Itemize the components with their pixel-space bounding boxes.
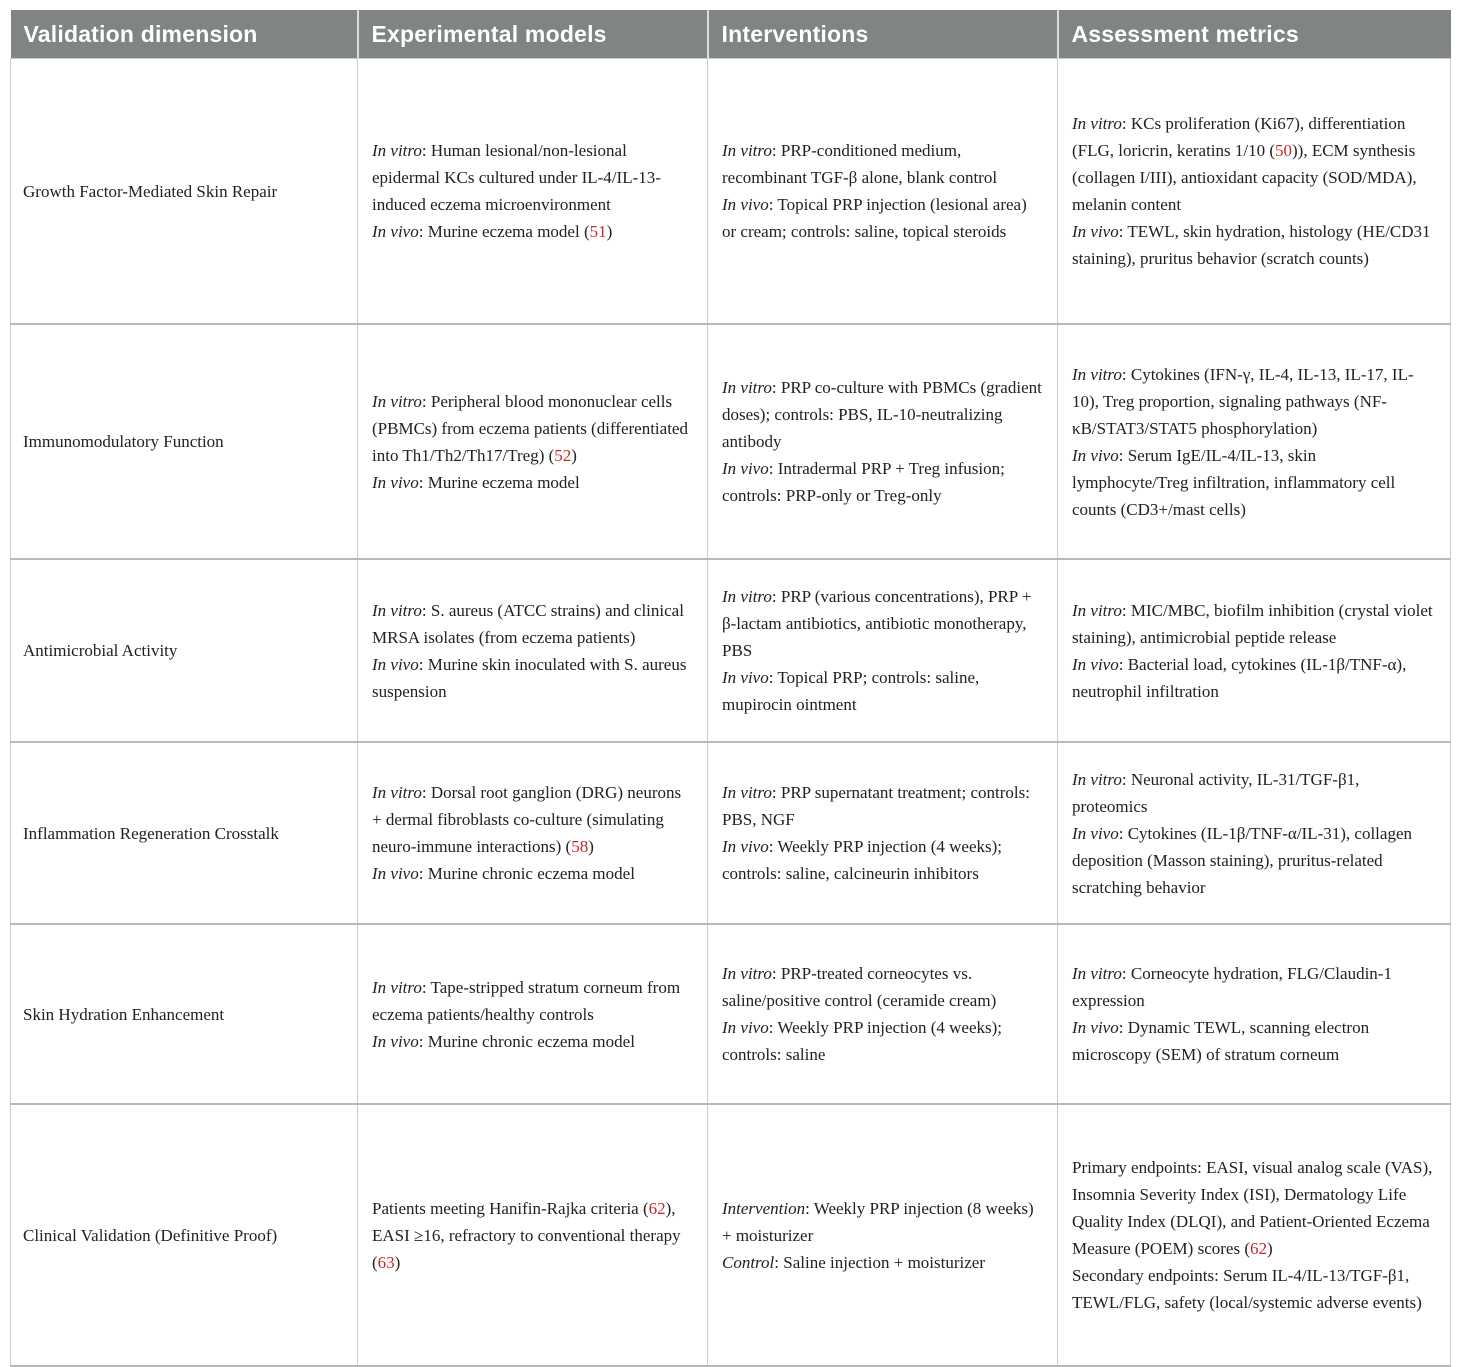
- metrics-cell: In vitro: KCs proliferation (Ki67), differentiation (FLG, loricrin, keratins 1/10 (50)), ECM synthesis (collagen I/III), antioxidant capacity (SOD/MDA), melanin content In vivo: TEWL, skin hydration, histology (HE/CD31 staining), pruritus behavior (scratch counts): [1058, 59, 1451, 325]
- table-row: [11, 924, 1451, 1104]
- table-row: [11, 742, 1451, 924]
- dimension-cell: Immunomodulatory Function: [11, 324, 358, 559]
- models-cell: Patients meeting Hanifin-Rajka criteria (62), EASI ≥16, refractory to conventional therapy (63): [358, 1104, 708, 1366]
- interventions-cell: In vitro: PRP-treated corneocytes vs. saline/positive control (ceramide cream) In vivo: Weekly PRP injection (4 weeks); controls: saline: [708, 924, 1058, 1104]
- dimension-cell: Skin Hydration Enhancement: [11, 924, 358, 1104]
- interventions-cell: In vitro: PRP supernatant treatment; controls: PBS, NGF In vivo: Weekly PRP injection (4 weeks); controls: saline, calcineurin inhibitors: [708, 742, 1058, 924]
- dimension-cell: Antimicrobial Activity: [11, 559, 358, 742]
- header-validation-dimension: Validation dimension: [11, 10, 358, 59]
- header-experimental-models: Experimental models: [358, 10, 708, 59]
- dimension-cell: Clinical Validation (Definitive Proof): [11, 1104, 358, 1366]
- models-cell: In vitro: Peripheral blood mononuclear cells (PBMCs) from eczema patients (differentiated into Th1/Th2/Th17/Treg) (52) In vivo: Murine eczema model: [358, 324, 708, 559]
- interventions-cell: Intervention: Weekly PRP injection (8 weeks) + moisturizer Control: Saline injection + moisturizer: [708, 1104, 1058, 1366]
- models-cell: In vitro: Human lesional/non-lesional epidermal KCs cultured under IL-4/IL-13-induced eczema microenvironment In vivo: Murine eczema model (51): [358, 59, 708, 325]
- table-row: [11, 559, 1451, 742]
- dimension-cell: Growth Factor-Mediated Skin Repair: [11, 59, 358, 325]
- models-cell: In vitro: S. aureus (ATCC strains) and clinical MRSA isolates (from eczema patients) In vivo: Murine skin inoculated with S. aureus suspension: [358, 559, 708, 742]
- metrics-cell: In vitro: Corneocyte hydration, FLG/Claudin-1 expression In vivo: Dynamic TEWL, scanning electron microscopy (SEM) of stratum corneum: [1058, 924, 1451, 1104]
- metrics-cell: Primary endpoints: EASI, visual analog scale (VAS), Insomnia Severity Index (ISI), Dermatology Life Quality Index (DLQI), and Patient-Oriented Eczema Measure (POEM) scores (62) Secondary endpoints: Serum IL-4/IL-13/TGF-β1, TEWL/FLG, safety (local/systemic adverse events): [1058, 1104, 1451, 1366]
- table-row: [11, 324, 1451, 559]
- header-assessment-metrics: Assessment metrics: [1058, 10, 1451, 59]
- metrics-cell: In vitro: MIC/MBC, biofilm inhibition (crystal violet staining), antimicrobial peptide release In vivo: Bacterial load, cytokines (IL-1β/TNF-α), neutrophil infiltration: [1058, 559, 1451, 742]
- interventions-cell: In vitro: PRP co-culture with PBMCs (gradient doses); controls: PBS, IL-10-neutralizing antibody In vivo: Intradermal PRP + Treg infusion; controls: PRP-only or Treg-only: [708, 324, 1058, 559]
- metrics-cell: In vitro: Cytokines (IFN-γ, IL-4, IL-13, IL-17, IL-10), Treg proportion, signaling pathways (NF-κB/STAT3/STAT5 phosphorylation) In vivo: Serum IgE/IL-4/IL-13, skin lymphocyte/Treg infiltration, inflammatory cell counts (CD3+/mast cells): [1058, 324, 1451, 559]
- models-cell: In vitro: Tape-stripped stratum corneum from eczema patients/healthy controls In vivo: Murine chronic eczema model: [358, 924, 708, 1104]
- dimension-cell: Inflammation Regeneration Crosstalk: [11, 742, 358, 924]
- interventions-cell: In vitro: PRP-conditioned medium, recombinant TGF-β alone, blank control In vivo: Topical PRP injection (lesional area) or cream; controls: saline, topical steroids: [708, 59, 1058, 325]
- table-row: [11, 59, 1451, 325]
- models-cell: In vitro: Dorsal root ganglion (DRG) neurons + dermal fibroblasts co-culture (simulating neuro-immune interactions) (58) In vivo: Murine chronic eczema model: [358, 742, 708, 924]
- interventions-cell: In vitro: PRP (various concentrations), PRP + β-lactam antibiotics, antibiotic monotherapy, PBS In vivo: Topical PRP; controls: saline, mupirocin ointment: [708, 559, 1058, 742]
- header-interventions: Interventions: [708, 10, 1058, 59]
- metrics-cell: In vitro: Neuronal activity, IL-31/TGF-β1, proteomics In vivo: Cytokines (IL-1β/TNF-α/IL-31), collagen deposition (Masson staining), pruritus-related scratching behavior: [1058, 742, 1451, 924]
- validation-table: [10, 10, 1451, 1367]
- header-row: [11, 10, 1451, 59]
- table-row: [11, 1104, 1451, 1366]
